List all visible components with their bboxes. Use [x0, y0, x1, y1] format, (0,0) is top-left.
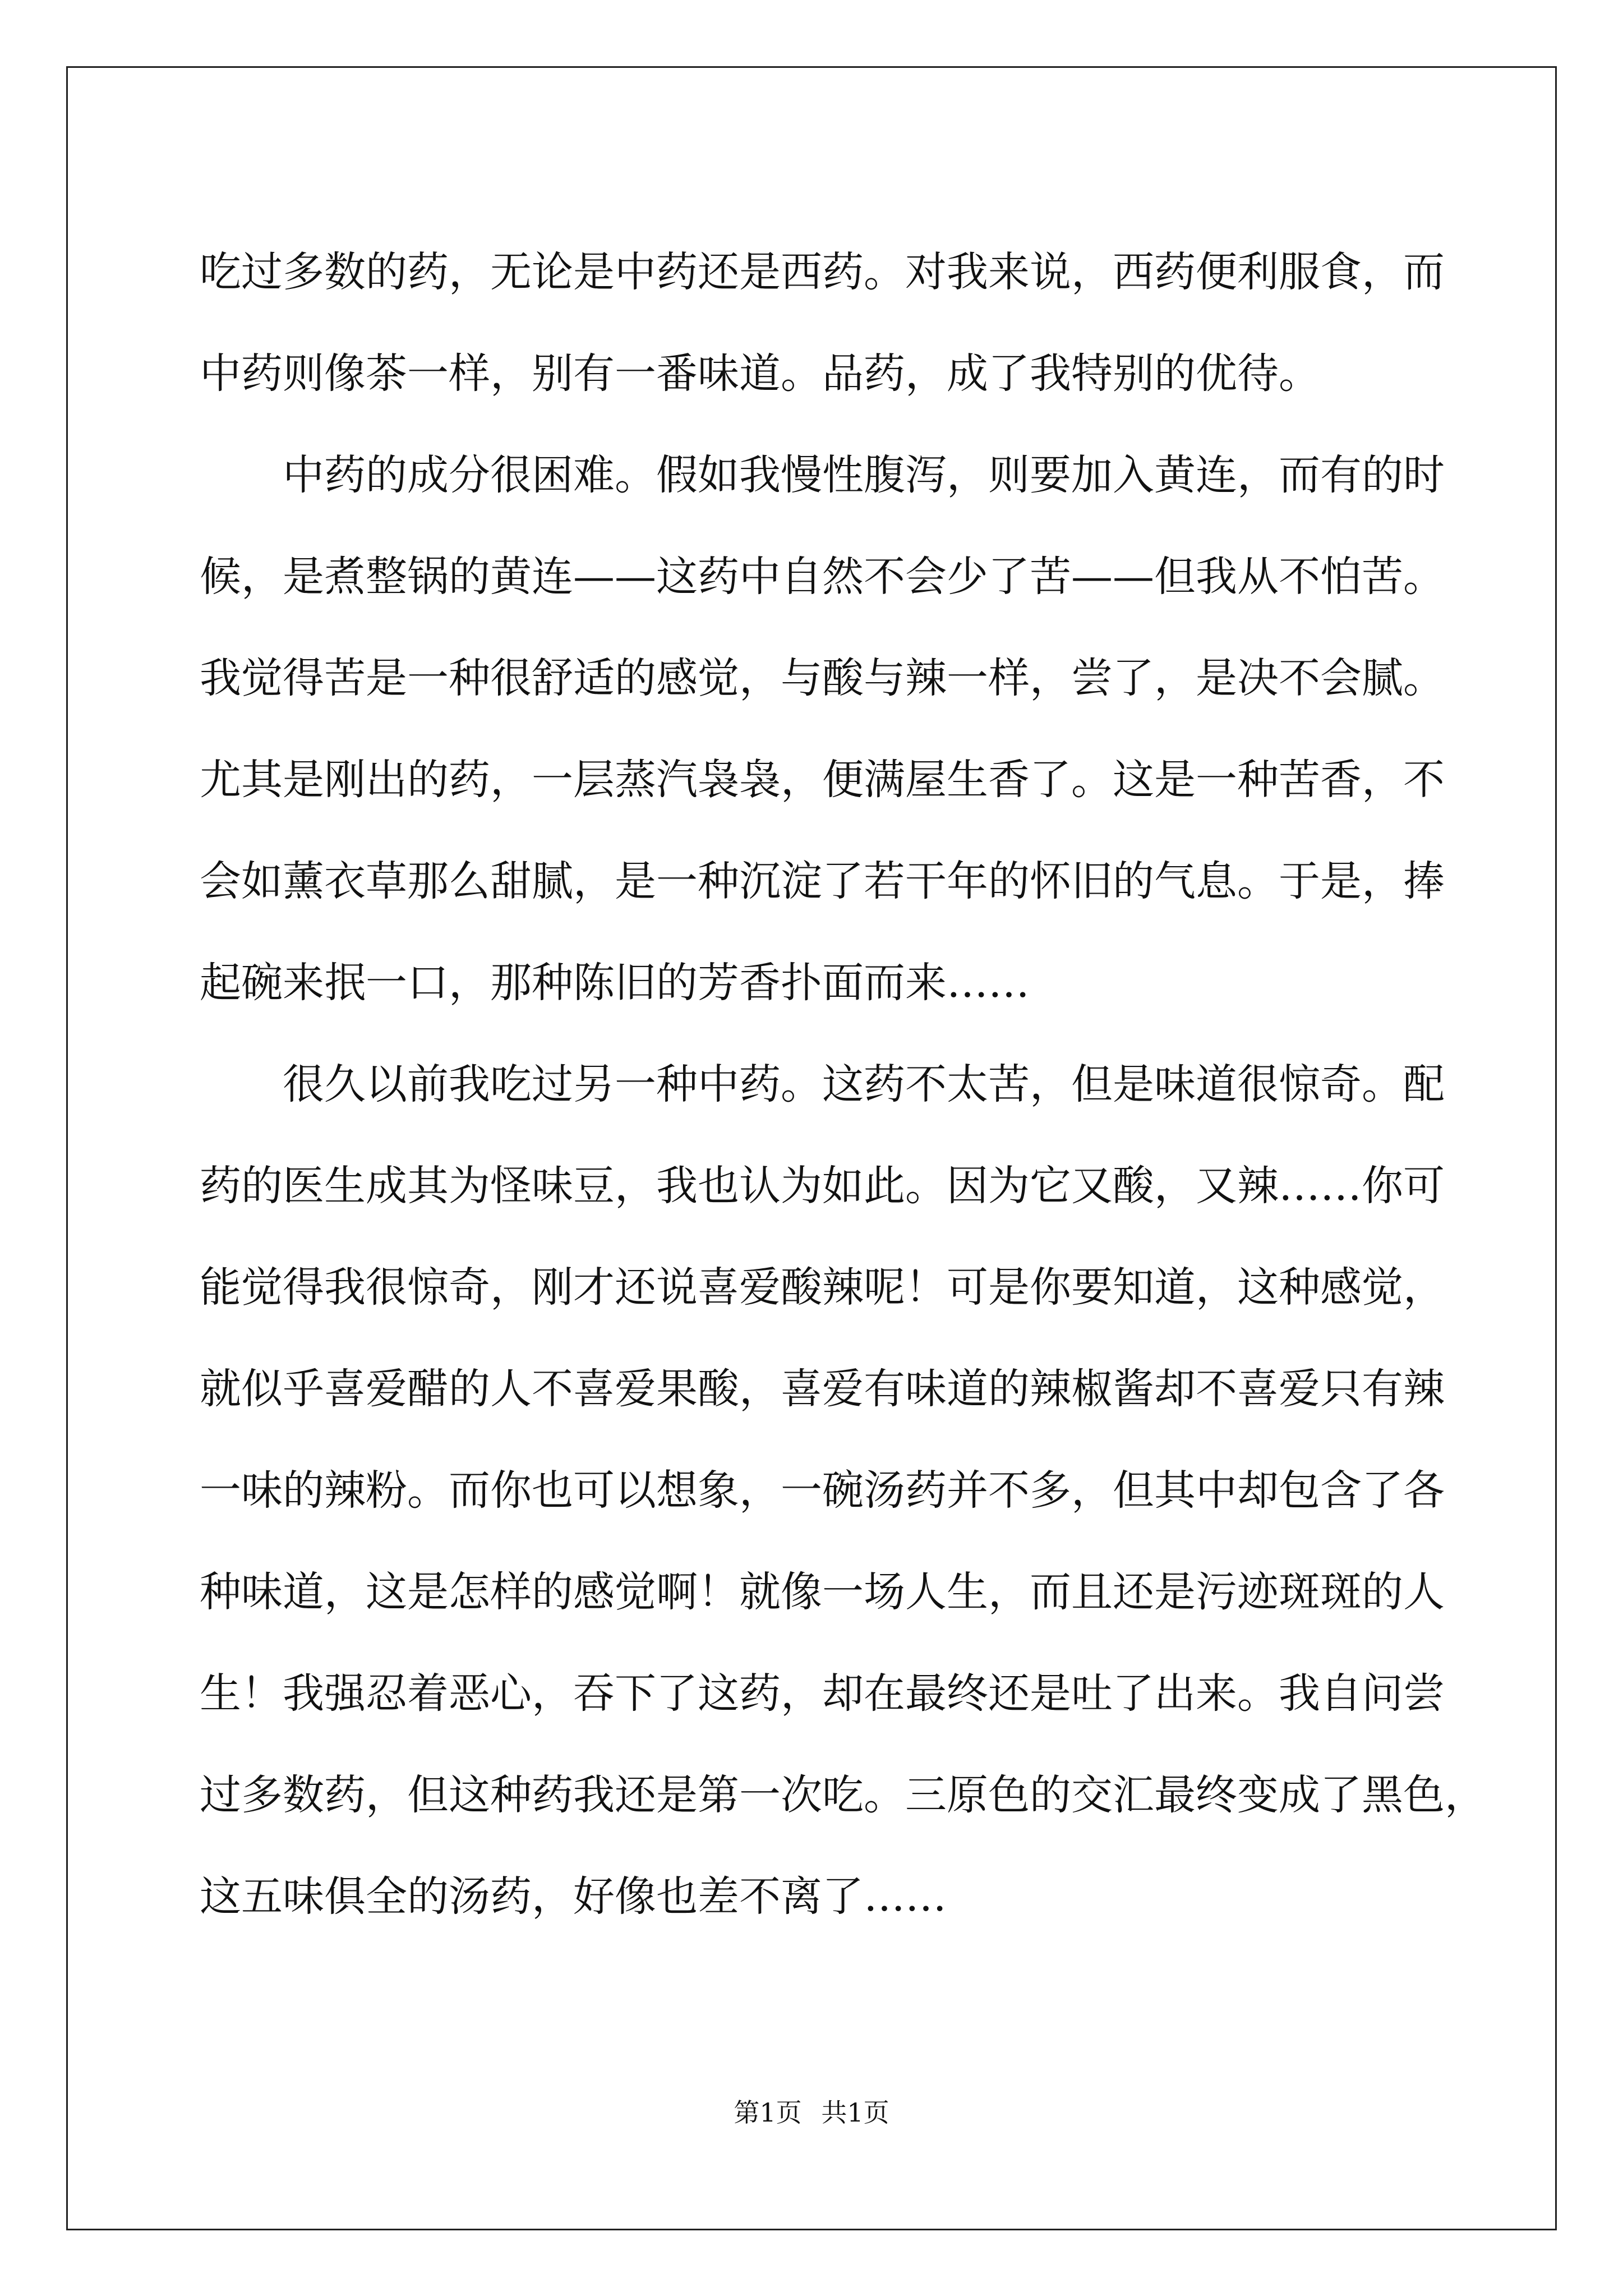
text-line: 种味道，这是怎样的感觉啊！就像一场人生，而且还是污迹斑斑的人 — [200, 1568, 1445, 1616]
text-line: 起碗来抿一口，那种陈旧的芳香扑面而来…… — [200, 959, 1030, 1007]
text-line: 这五味俱全的汤药，好像也差不离了…… — [200, 1872, 947, 1921]
text-line: 我觉得苦是一种很舒适的感觉，与酸与辣一样，尝了，是决不会腻。 — [200, 654, 1445, 702]
text-line: 中药的成分很困难。假如我慢性腹泻，则要加入黄连，而有的时 — [200, 451, 1445, 499]
text-line: 过多数药，但这种药我还是第一次吃。三原色的交汇最终变成了黑色， — [200, 1771, 1486, 1819]
text-line: 药的医生成其为怪味豆，我也认为如此。因为它又酸，又辣……你可 — [200, 1162, 1445, 1210]
text-line: 吃过多数的药，无论是中药还是西药。对我来说，西药便利服食，而 — [200, 248, 1445, 296]
page-number: 第1页 — [734, 2097, 802, 2128]
text-line: 中药则像茶一样，别有一番味道。品药，成了我特别的优待。 — [200, 349, 1320, 398]
page-footer — [0, 2092, 1623, 2129]
page-total: 共1页 — [821, 2097, 889, 2128]
text-line: 会如薰衣草那么甜腻，是一种沉淀了若干年的怀旧的气息。于是，捧 — [200, 857, 1445, 905]
text-line: 尤其是刚出的药，一层蒸汽袅袅，便满屋生香了。这是一种苦香，不 — [200, 756, 1445, 804]
text-line: 生！我强忍着恶心，吞下了这药，却在最终还是吐了出来。我自问尝 — [200, 1669, 1445, 1718]
text-line: 一味的辣粉。而你也可以想象，一碗汤药并不多，但其中却包含了各 — [200, 1466, 1445, 1515]
text-line: 候，是煮整锅的黄连——这药中自然不会少了苦——但我从不怕苦。 — [200, 553, 1445, 601]
text-line: 就似乎喜爱醋的人不喜爱果酸，喜爱有味道的辣椒酱却不喜爱只有辣 — [200, 1365, 1445, 1413]
text-line: 能觉得我很惊奇，刚才还说喜爱酸辣呢！可是你要知道，这种感觉， — [200, 1263, 1445, 1312]
text-line: 很久以前我吃过另一种中药。这药不太苦，但是味道很惊奇。配 — [200, 1060, 1445, 1108]
document-body — [200, 222, 1486, 1948]
